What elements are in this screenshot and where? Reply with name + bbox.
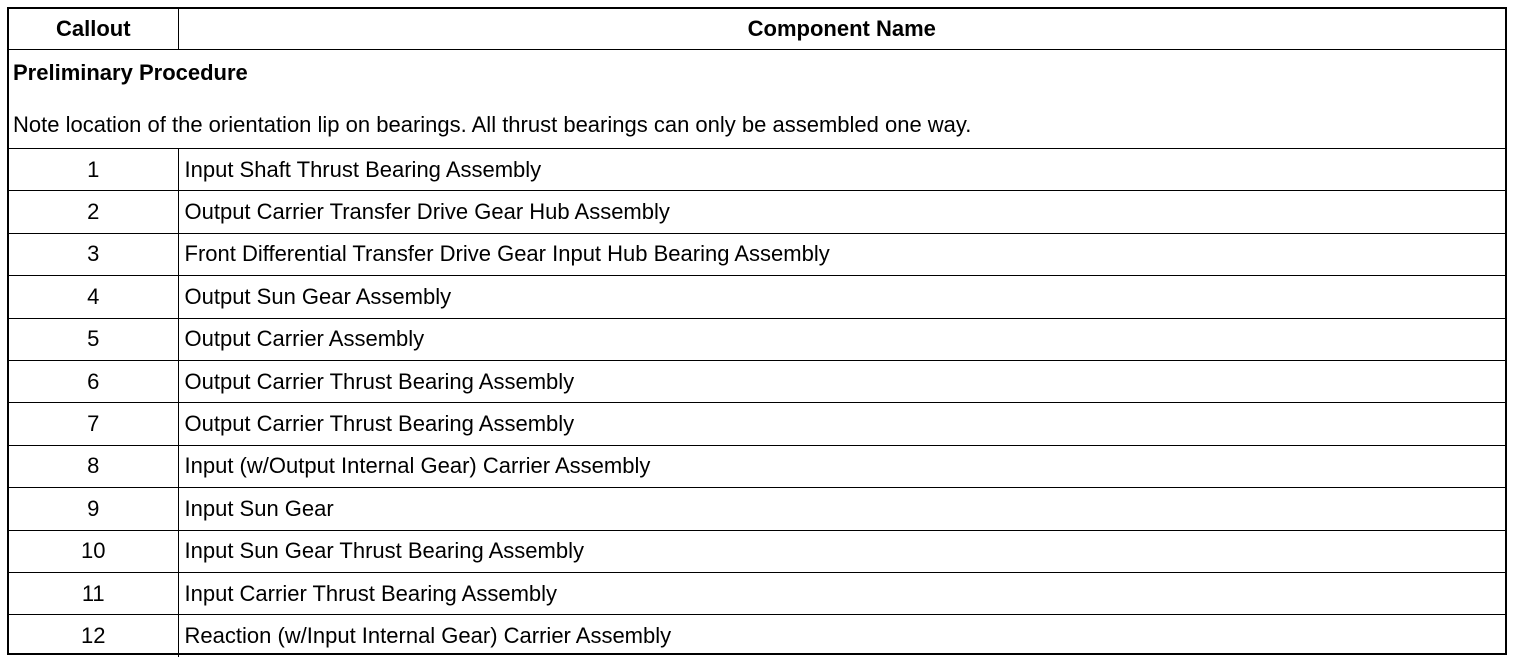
component-name: Input Sun Gear Thrust Bearing Assembly <box>178 530 1505 572</box>
callout-number: 5 <box>9 318 178 360</box>
component-name: Input (w/Output Internal Gear) Carrier Assembly <box>178 445 1505 487</box>
table-row <box>9 572 1505 614</box>
component-name: Reaction (w/Input Internal Gear) Carrier Assembly <box>184 622 672 648</box>
preliminary-row <box>9 50 1505 149</box>
table-row <box>9 191 1505 233</box>
component-name: Input Shaft Thrust Bearing Assembly <box>178 149 1505 191</box>
table-header <box>9 9 1505 50</box>
callout-number: 4 <box>9 276 178 318</box>
component-name: Output Carrier Thrust Bearing Assembly <box>178 403 1505 445</box>
table-row <box>9 276 1505 318</box>
header-row <box>9 9 1505 50</box>
table-row <box>9 445 1505 487</box>
callout-number: 7 <box>9 403 178 445</box>
callout-number: 3 <box>9 233 178 275</box>
table-row <box>9 149 1505 191</box>
component-name: Output Carrier Assembly <box>178 318 1505 360</box>
component-rows <box>9 149 1505 657</box>
table-row <box>9 615 1505 657</box>
component-name: Input Carrier Thrust Bearing Assembly <box>178 572 1505 614</box>
preliminary-title: Preliminary Procedure <box>13 60 248 85</box>
callout-table <box>9 9 1505 657</box>
component-name: Output Carrier Transfer Drive Gear Hub Assembly <box>178 191 1505 233</box>
callout-number: 12 <box>9 615 178 657</box>
callout-number: 6 <box>9 360 178 402</box>
callout-number: 1 <box>9 149 178 191</box>
component-name: Input Sun Gear <box>178 488 1505 530</box>
header-callout: Callout <box>9 9 178 50</box>
preliminary-note: Note location of the orientation lip on bearings. All thrust bearings can only be assembled one way. <box>13 112 972 137</box>
component-name: Output Sun Gear Assembly <box>178 276 1505 318</box>
callout-number: 2 <box>9 191 178 233</box>
table-row <box>9 360 1505 402</box>
preliminary-cell <box>9 50 1505 149</box>
table-row <box>9 403 1505 445</box>
table-row <box>9 318 1505 360</box>
component-name: Front Differential Transfer Drive Gear Input Hub Bearing Assembly <box>178 233 1505 275</box>
callout-table-frame <box>7 7 1507 655</box>
preliminary-section <box>9 50 1505 149</box>
callout-number: 8 <box>9 445 178 487</box>
component-name: Output Carrier Thrust Bearing Assembly <box>178 360 1505 402</box>
callout-number: 9 <box>9 488 178 530</box>
callout-number: 10 <box>9 530 178 572</box>
table-row <box>9 530 1505 572</box>
table-row <box>9 488 1505 530</box>
callout-number: 11 <box>9 572 178 614</box>
table-row <box>9 233 1505 275</box>
header-component-name: Component Name <box>178 9 1505 50</box>
